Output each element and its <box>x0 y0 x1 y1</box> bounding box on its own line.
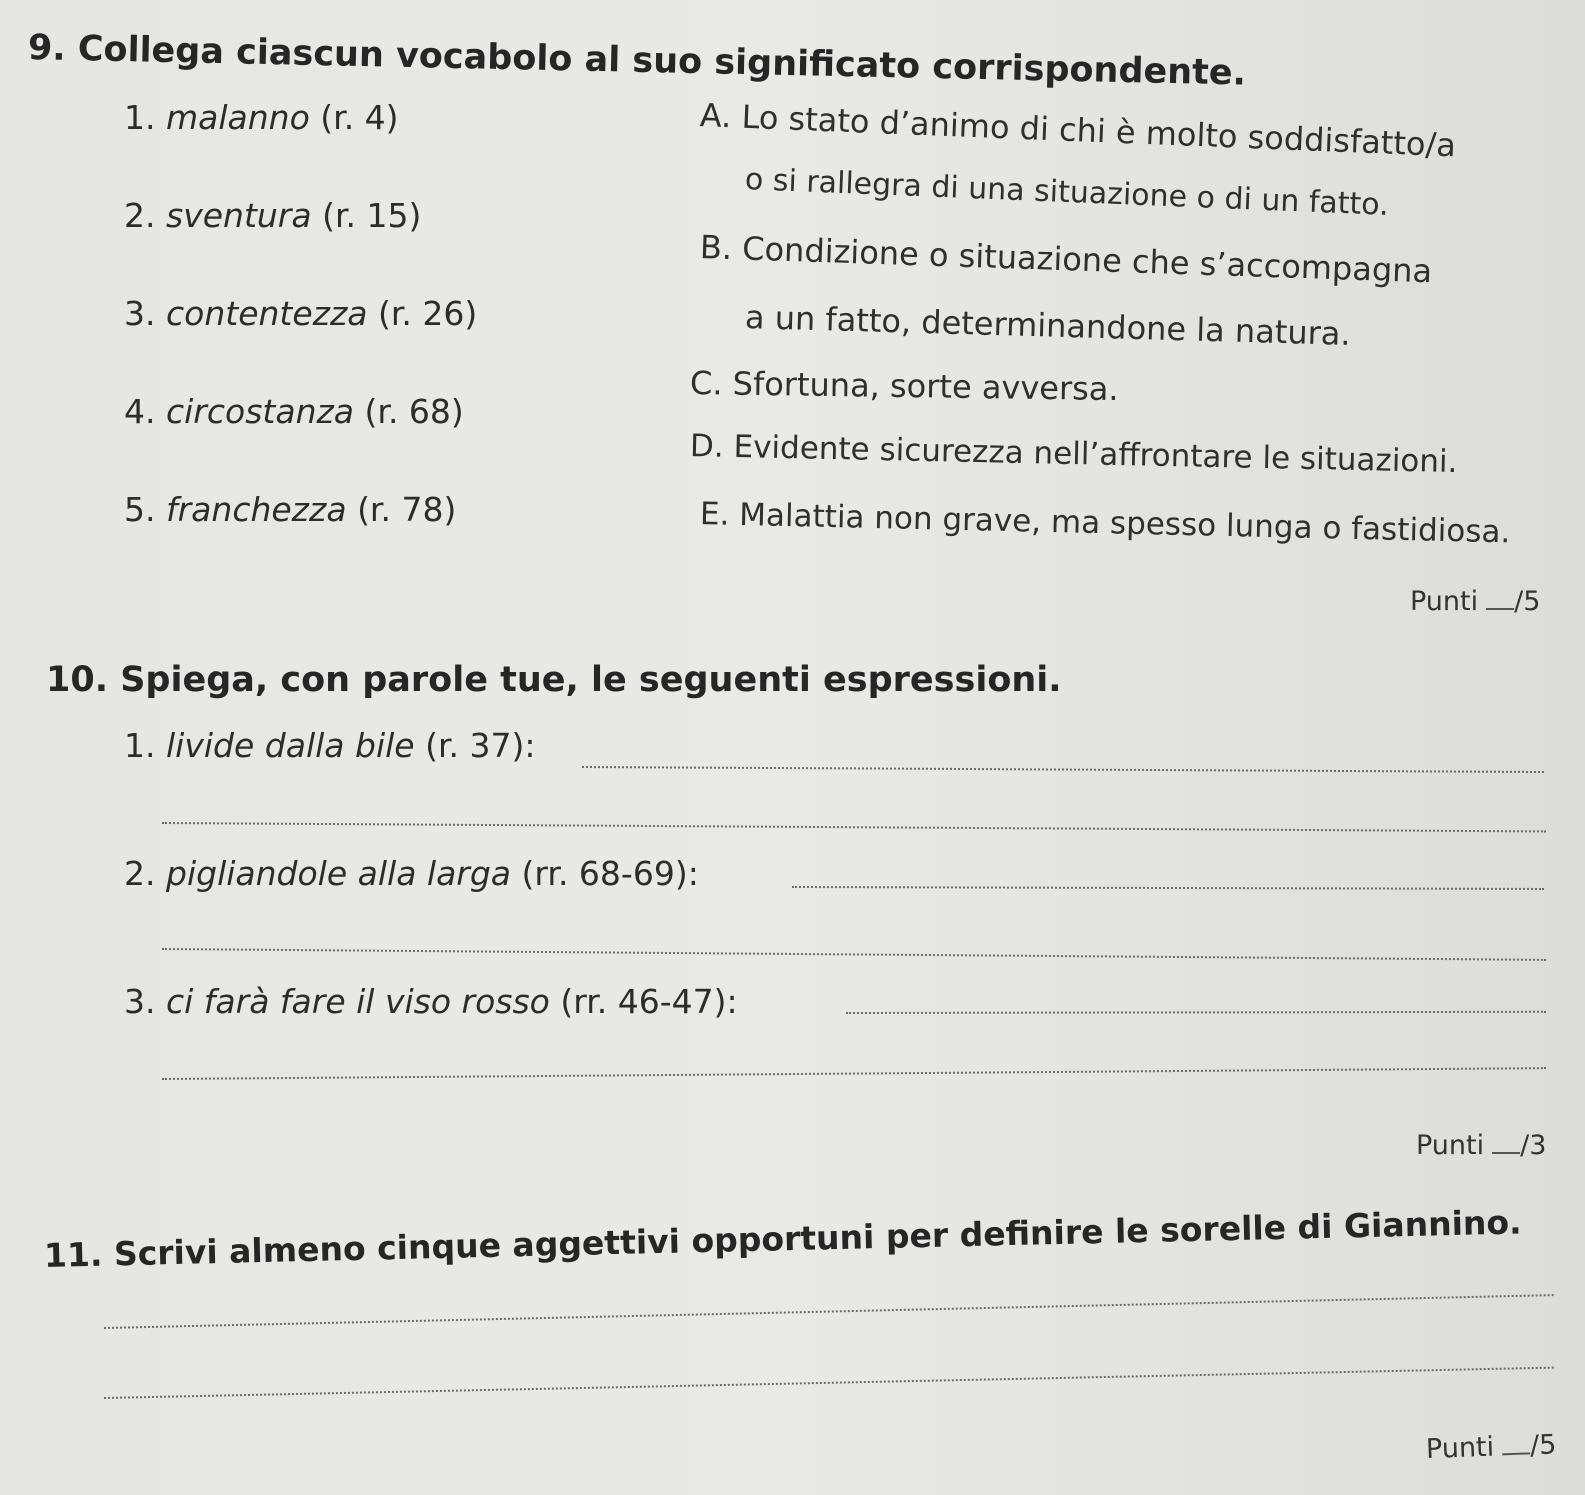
word-ref: (r. 26) <box>378 294 478 333</box>
ex9-heading <box>28 28 1247 94</box>
word-ref: (r. 78) <box>357 490 457 529</box>
score-blank[interactable] <box>1492 1152 1520 1154</box>
word-text: franchezza <box>166 490 347 529</box>
item-number: 2. <box>124 854 156 893</box>
word-text: contentezza <box>166 294 368 333</box>
ex9-word-item <box>124 294 477 333</box>
word-ref: (r. 15) <box>322 196 422 235</box>
ex9-number: 9. <box>27 28 67 69</box>
ex9-word-item <box>124 490 456 529</box>
item-ref: (rr. 68-69): <box>521 854 699 893</box>
item-number: 1. <box>124 726 156 765</box>
definition-e: E. Malattia non grave, ma spesso lunga o fastidiosa. <box>699 496 1511 551</box>
word-text: malanno <box>166 98 310 137</box>
ex11-heading <box>44 1202 1522 1275</box>
ex10-number: 10. <box>46 660 109 700</box>
ex9-score <box>1410 586 1540 617</box>
word-number: 1. <box>124 98 156 137</box>
ex9-word-item <box>124 196 421 235</box>
word-number: 2. <box>124 196 156 235</box>
item-ref: (rr. 46-47): <box>560 982 738 1021</box>
answer-line[interactable] <box>104 1367 1554 1399</box>
definition-d: D. Evidente sicurezza nell’affrontare le situazioni. <box>689 428 1458 481</box>
definition-a-line2: o si rallegra di una situazione o di un fatto. <box>744 162 1390 223</box>
answer-line[interactable] <box>162 822 1546 832</box>
ex9-word-item <box>124 98 399 137</box>
score-label: Punti <box>1425 1431 1495 1465</box>
item-text: livide dalla bile <box>166 726 415 765</box>
score-blank[interactable] <box>1486 608 1514 610</box>
ex10-title: Spiega, con parole tue, le seguenti espressioni. <box>120 660 1062 700</box>
definition-a-line1: A. Lo stato d’animo di chi è molto soddisfatto/a <box>699 96 1457 165</box>
ex11-score <box>1425 1429 1556 1465</box>
item-ref: (r. 37): <box>425 726 536 765</box>
ex10-item-2 <box>124 854 699 893</box>
item-number: 3. <box>124 982 156 1021</box>
answer-line[interactable] <box>162 1067 1546 1080</box>
definition-b-line2: a un fatto, determinandone la natura. <box>744 298 1352 353</box>
word-text: circostanza <box>166 392 355 431</box>
ex10-item-1 <box>124 726 535 765</box>
score-blank[interactable] <box>1502 1452 1530 1455</box>
ex11-number: 11. <box>43 1234 103 1275</box>
answer-line[interactable] <box>104 1294 1554 1329</box>
ex10-score <box>1416 1130 1546 1161</box>
item-text: pigliandole alla larga <box>166 854 512 893</box>
score-label: Punti <box>1416 1130 1485 1161</box>
answer-line[interactable] <box>792 886 1544 890</box>
ex10-heading <box>46 660 1062 700</box>
score-total: /3 <box>1520 1130 1547 1161</box>
word-ref: (r. 68) <box>364 392 464 431</box>
ex9-title: Collega ciascun vocabolo al suo significato corrispondente. <box>77 29 1247 94</box>
answer-line[interactable] <box>582 766 1544 773</box>
definition-b-line1: B. Condizione o situazione che s’accompagna <box>699 228 1433 291</box>
word-number: 5. <box>124 490 156 529</box>
word-number: 4. <box>124 392 156 431</box>
word-ref: (r. 4) <box>320 98 399 137</box>
ex9-word-item <box>124 392 464 431</box>
score-total: /5 <box>1514 586 1541 617</box>
answer-line[interactable] <box>162 948 1546 961</box>
score-label: Punti <box>1410 586 1479 617</box>
ex10-item-3 <box>124 982 738 1021</box>
word-text: sventura <box>166 196 312 235</box>
definition-c: C. Sfortuna, sorte avversa. <box>689 364 1119 408</box>
word-number: 3. <box>124 294 156 333</box>
score-total: /5 <box>1529 1429 1557 1462</box>
answer-line[interactable] <box>846 1011 1546 1014</box>
item-text: ci farà fare il viso rosso <box>166 982 550 1021</box>
ex11-title: Scrivi almeno cinque aggettivi opportuni per definire le sorelle di Giannino. <box>113 1202 1523 1274</box>
